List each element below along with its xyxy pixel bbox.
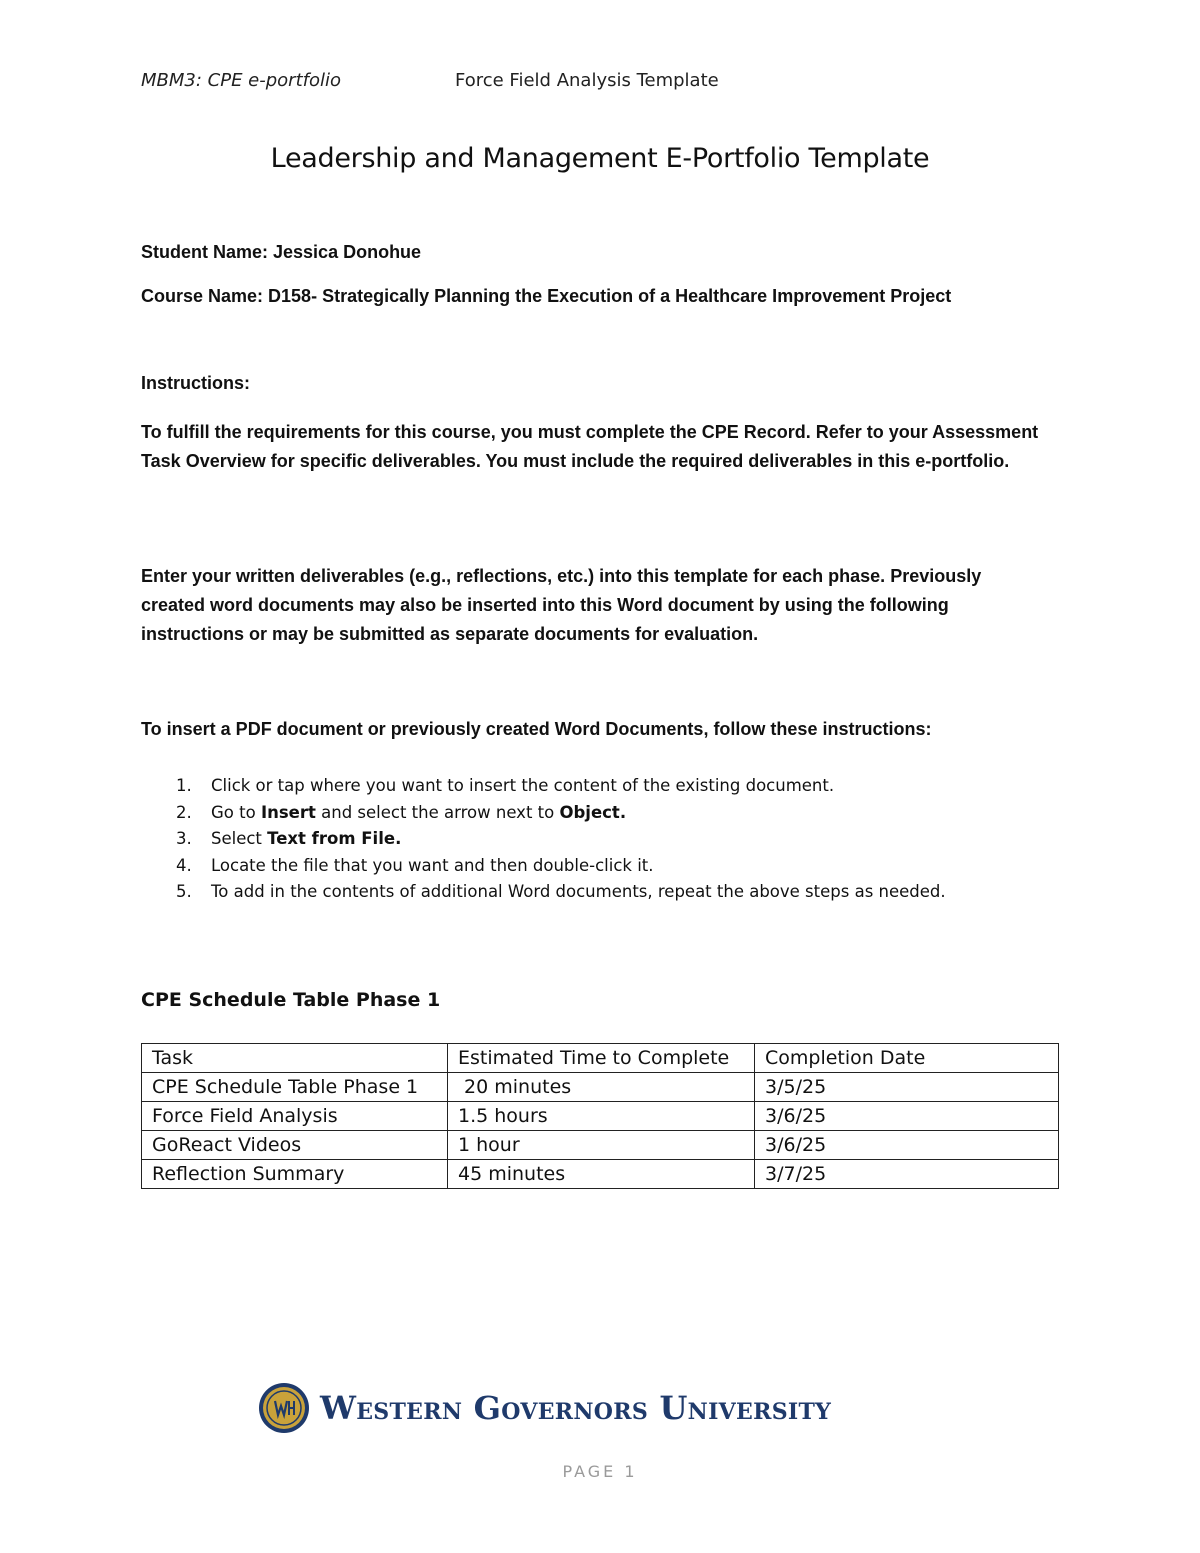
header-cell: Task: [142, 1044, 448, 1073]
university-seal-icon: [258, 1382, 310, 1434]
list-item: [176, 800, 946, 827]
steps-list: [176, 773, 946, 906]
header-right: Force Field Analysis Template: [455, 70, 719, 91]
step-number: 5.: [176, 882, 192, 901]
header-cell: Estimated Time to Complete: [448, 1044, 755, 1073]
step-text: Go to: [211, 802, 261, 822]
date-cell: 3/6/25: [755, 1102, 1059, 1131]
instructions-heading: Instructions:: [141, 373, 251, 393]
step-text: Click or tap where you want to insert the content of the existing document.: [211, 776, 835, 795]
list-item: [176, 773, 946, 800]
step-text: Locate the file that you want and then double-click it.: [211, 855, 654, 875]
date-cell: 3/5/25: [755, 1073, 1059, 1102]
step-bold-text: Object: [559, 802, 620, 822]
schedule-table: [141, 1043, 1059, 1189]
insert-instructions-heading: To insert a PDF document or previously created Word Documents, follow these instructions:: [141, 719, 932, 739]
task-cell: Reflection Summary: [142, 1160, 448, 1189]
list-item: [176, 879, 946, 906]
table-row: [142, 1102, 1059, 1131]
university-wordmark: Western Governors University: [320, 1389, 832, 1427]
header-cell: Completion Date: [755, 1044, 1059, 1073]
instructions-paragraph-1: To fulfill the requirements for this course, you must complete the CPE Record. Refer to your Assessment Task Overview for specific deliverables. You must include the required deliverables in this e-portfolio.: [141, 422, 1039, 471]
step-number: 4.: [176, 855, 192, 875]
table-row: [142, 1131, 1059, 1160]
task-cell: Force Field Analysis: [142, 1102, 448, 1131]
table-header-row: [142, 1044, 1059, 1073]
table-row: [142, 1073, 1059, 1102]
course-name: Course Name: D158- Strategically Planning the Execution of a Healthcare Improvement Project: [141, 286, 952, 306]
wgu-logo: [258, 1382, 831, 1434]
step-bold-text: Text from File: [267, 829, 396, 848]
step-number: 2.: [176, 802, 192, 822]
step-punct: .: [619, 802, 627, 822]
date-cell: 3/6/25: [755, 1131, 1059, 1160]
list-item: [176, 853, 946, 880]
step-text: and select the arrow next to: [315, 802, 560, 822]
time-cell: 1 hour: [448, 1131, 755, 1160]
student-name: Student Name: Jessica Donohue: [141, 242, 422, 262]
time-cell: 20 minutes: [448, 1073, 755, 1102]
step-text: Select: [211, 829, 268, 848]
task-cell: GoReact Videos: [142, 1131, 448, 1160]
instructions-paragraph-2: Enter your written deliverables (e.g., reflections, etc.) into this template for each phase. Previously created word documents may also be inserted into this Word document by using the following instructions or may be submitted as separate documents for evaluation.: [141, 566, 982, 644]
date-cell: 3/7/25: [755, 1160, 1059, 1189]
time-cell: 45 minutes: [448, 1160, 755, 1189]
step-text: To add in the contents of additional Word documents, repeat the above steps as needed.: [211, 882, 946, 901]
step-bold-text: Insert: [260, 802, 316, 822]
task-cell: CPE Schedule Table Phase 1: [142, 1073, 448, 1102]
step-number: 1.: [176, 776, 192, 795]
header-left: MBM3: CPE e-portfolio: [141, 70, 341, 91]
time-cell: 1.5 hours: [448, 1102, 755, 1131]
page-number: PAGE 1: [562, 1462, 638, 1481]
step-punct: .: [395, 829, 402, 848]
schedule-title: CPE Schedule Table Phase 1: [141, 989, 441, 1011]
table-row: [142, 1160, 1059, 1189]
document-title: Leadership and Management E-Portfolio Template: [270, 143, 930, 174]
step-number: 3.: [176, 829, 192, 848]
list-item: [176, 826, 946, 853]
